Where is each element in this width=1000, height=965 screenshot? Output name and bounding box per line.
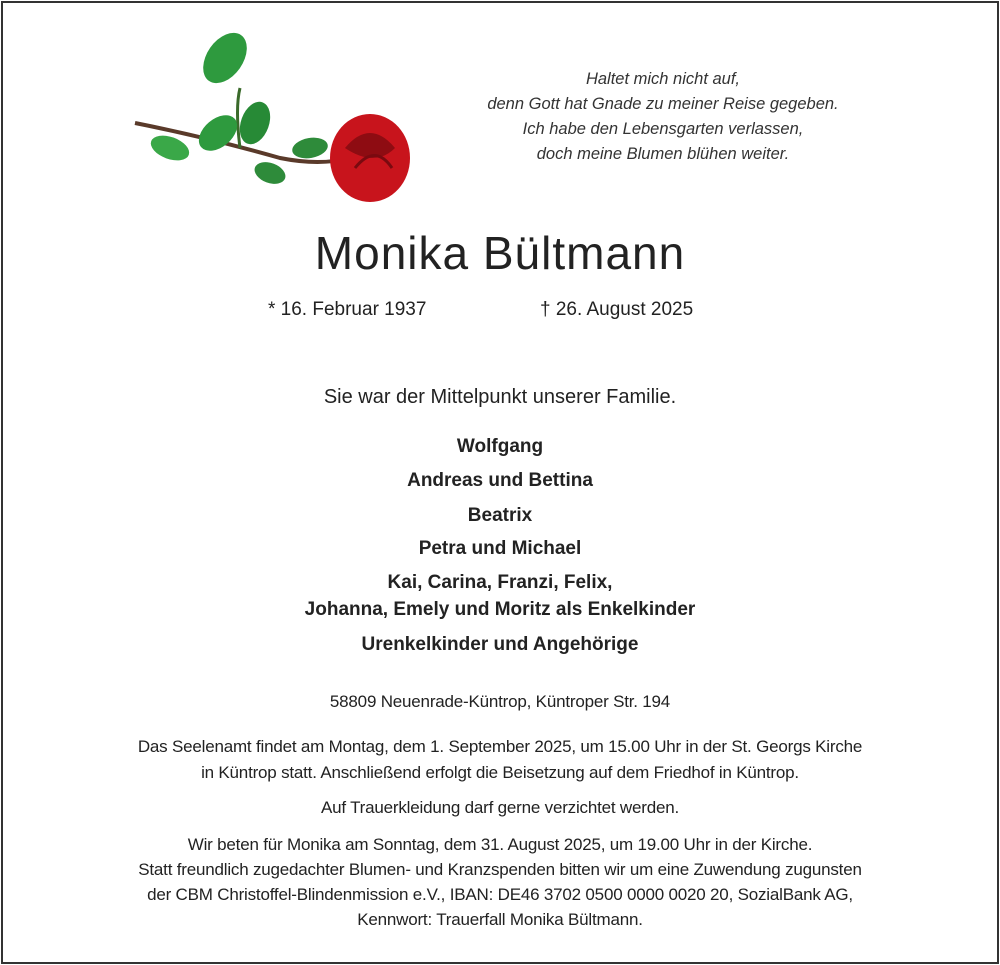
donation-text: der CBM Christoffel-Blindenmission e.V., IBAN: DE46 3702 0500 0000 0020 20, SozialBank AG, — [147, 885, 853, 904]
birth-date: * 16. Februar 1937 — [268, 299, 427, 320]
prayer-text: Wir beten für Monika am Sonntag, dem 31. August 2025, um 19.00 Uhr in der Kirche. — [187, 835, 813, 854]
family-line: Johanna, Emely und Moritz als Enkelkinder — [304, 599, 696, 620]
poem-line: Haltet mich nicht auf, — [585, 70, 741, 88]
donation-text: Statt freundlich zugedachter Blumen- und Kranzspenden bitten wir um eine Zuwendung zugunsten — [138, 860, 862, 879]
address: 58809 Neuenrade-Küntrop, Küntroper Str. 194 — [329, 692, 671, 711]
family-line: Wolfgang — [456, 436, 544, 457]
family-line: Kai, Carina, Franzi, Felix, — [387, 572, 613, 593]
family-line: Petra und Michael — [418, 538, 582, 559]
service-text: in Küntrop statt. Anschließend erfolgt die Beisetzung auf dem Friedhof in Küntrop. — [201, 763, 799, 782]
poem-line: Ich habe den Lebensgarten verlassen, — [522, 120, 804, 138]
rose-image — [130, 18, 420, 208]
family-line: Beatrix — [467, 505, 533, 526]
poem-line: doch meine Blumen blühen weiter. — [536, 145, 790, 163]
family-line: Urenkelkinder und Angehörige — [361, 634, 639, 655]
death-date: † 26. August 2025 — [540, 299, 694, 320]
donation-text: Kennwort: Trauerfall Monika Bültmann. — [357, 910, 643, 929]
clothing-note: Auf Trauerkleidung darf gerne verzichtet werden. — [321, 798, 679, 817]
family-line: Andreas und Bettina — [407, 470, 593, 491]
service-text: Das Seelenamt findet am Montag, dem 1. September 2025, um 15.00 Uhr in der St. Georgs Kirche — [137, 737, 863, 756]
deceased-name: Monika Bültmann — [314, 227, 686, 279]
motto: Sie war der Mittelpunkt unserer Familie. — [323, 386, 677, 408]
poem-line: denn Gott hat Gnade zu meiner Reise gegeben. — [487, 95, 839, 113]
